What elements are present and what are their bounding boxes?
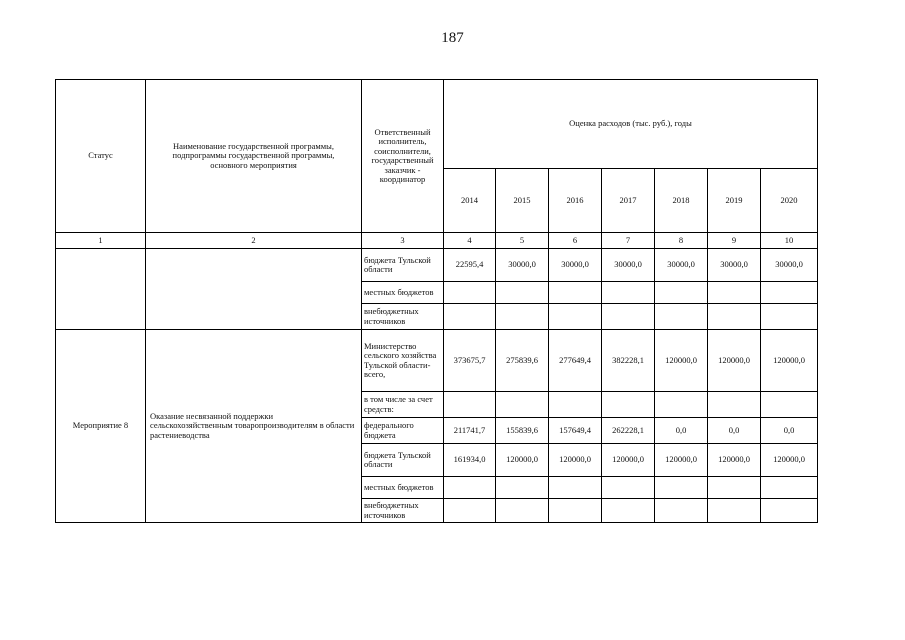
value-cell <box>549 392 602 418</box>
value-cell <box>549 282 602 304</box>
value-cell <box>708 392 761 418</box>
column-number: 5 <box>496 233 549 249</box>
value-cell: 30000,0 <box>761 249 818 282</box>
value-cell: 30000,0 <box>602 249 655 282</box>
value-cell: 277649,4 <box>549 330 602 392</box>
row-label: местных бюджетов <box>362 282 444 304</box>
budget-table <box>55 79 818 523</box>
value-cell: 30000,0 <box>549 249 602 282</box>
value-cell: 211741,7 <box>444 418 496 444</box>
year-cell: 2017 <box>602 169 655 233</box>
value-cell <box>655 392 708 418</box>
value-cell: 382228,1 <box>602 330 655 392</box>
block2-status-cell: Мероприятие 8 <box>56 330 146 523</box>
value-cell <box>602 392 655 418</box>
value-cell: 161934,0 <box>444 444 496 477</box>
column-numbers-row <box>56 233 818 249</box>
value-cell <box>444 392 496 418</box>
column-number: 1 <box>56 233 146 249</box>
value-cell: 0,0 <box>655 418 708 444</box>
value-cell: 120000,0 <box>708 444 761 477</box>
value-cell: 30000,0 <box>496 249 549 282</box>
value-cell <box>496 392 549 418</box>
row-label: внебюджетных источников <box>362 304 444 330</box>
table-row <box>56 249 818 282</box>
value-cell: 120000,0 <box>655 330 708 392</box>
value-cell <box>708 499 761 523</box>
value-cell <box>655 282 708 304</box>
value-cell <box>444 499 496 523</box>
year-cell: 2019 <box>708 169 761 233</box>
value-cell <box>655 499 708 523</box>
value-cell: 22595,4 <box>444 249 496 282</box>
column-number: 7 <box>602 233 655 249</box>
value-cell: 0,0 <box>761 418 818 444</box>
row-label: Министерство сельского хозяйства Тульской области- всего, <box>362 330 444 392</box>
value-cell <box>444 304 496 330</box>
value-cell <box>761 499 818 523</box>
value-cell: 120000,0 <box>496 444 549 477</box>
value-cell <box>496 499 549 523</box>
value-cell <box>496 282 549 304</box>
column-number: 4 <box>444 233 496 249</box>
column-number: 10 <box>761 233 818 249</box>
row-label: федерального бюджета <box>362 418 444 444</box>
value-cell: 120000,0 <box>761 444 818 477</box>
value-cell <box>708 282 761 304</box>
header-status: Статус <box>56 80 146 233</box>
column-number: 9 <box>708 233 761 249</box>
year-cell: 2018 <box>655 169 708 233</box>
value-cell: 275839,6 <box>496 330 549 392</box>
year-cell: 2016 <box>549 169 602 233</box>
value-cell <box>602 304 655 330</box>
value-cell: 120000,0 <box>602 444 655 477</box>
value-cell <box>708 304 761 330</box>
value-cell <box>708 477 761 499</box>
value-cell: 262228,1 <box>602 418 655 444</box>
block2-name-cell: Оказание несвязанной поддержки сельскохозяйственным товаропроизводителям в области растениеводства <box>146 330 362 523</box>
value-cell <box>549 477 602 499</box>
column-number: 8 <box>655 233 708 249</box>
value-cell <box>444 282 496 304</box>
value-cell <box>549 499 602 523</box>
value-cell: 155839,6 <box>496 418 549 444</box>
value-cell <box>655 304 708 330</box>
column-number: 3 <box>362 233 444 249</box>
value-cell <box>444 477 496 499</box>
value-cell <box>602 477 655 499</box>
column-number: 6 <box>549 233 602 249</box>
table-row <box>56 330 818 392</box>
value-cell <box>761 282 818 304</box>
value-cell <box>496 477 549 499</box>
value-cell <box>602 499 655 523</box>
value-cell <box>761 477 818 499</box>
value-cell: 373675,7 <box>444 330 496 392</box>
value-cell: 120000,0 <box>761 330 818 392</box>
year-cell: 2015 <box>496 169 549 233</box>
value-cell: 30000,0 <box>708 249 761 282</box>
value-cell <box>761 304 818 330</box>
header-name: Наименование государственной программы, подпрограммы государственной программы, основного мероприятия <box>146 80 362 233</box>
row-label: внебюджетных источников <box>362 499 444 523</box>
value-cell: 157649,4 <box>549 418 602 444</box>
value-cell: 0,0 <box>708 418 761 444</box>
column-number: 2 <box>146 233 362 249</box>
year-cell: 2020 <box>761 169 818 233</box>
row-label: местных бюджетов <box>362 477 444 499</box>
value-cell <box>602 282 655 304</box>
value-cell <box>549 304 602 330</box>
row-label: бюджета Тульской области <box>362 249 444 282</box>
page-number: 187 <box>441 30 464 46</box>
row-label: в том числе за счет средств: <box>362 392 444 418</box>
value-cell <box>496 304 549 330</box>
block1-name-cell <box>146 249 362 330</box>
value-cell <box>761 392 818 418</box>
header-responsible: Ответственный исполнитель, соисполнители, государственный заказчик - координатор <box>362 80 444 233</box>
value-cell: 120000,0 <box>708 330 761 392</box>
block1-status-cell <box>56 249 146 330</box>
value-cell: 30000,0 <box>655 249 708 282</box>
header-costs: Оценка расходов (тыс. руб.), годы <box>444 80 818 169</box>
header-row <box>56 80 818 169</box>
year-cell: 2014 <box>444 169 496 233</box>
value-cell: 120000,0 <box>655 444 708 477</box>
value-cell: 120000,0 <box>549 444 602 477</box>
value-cell <box>655 477 708 499</box>
row-label: бюджета Тульской области <box>362 444 444 477</box>
